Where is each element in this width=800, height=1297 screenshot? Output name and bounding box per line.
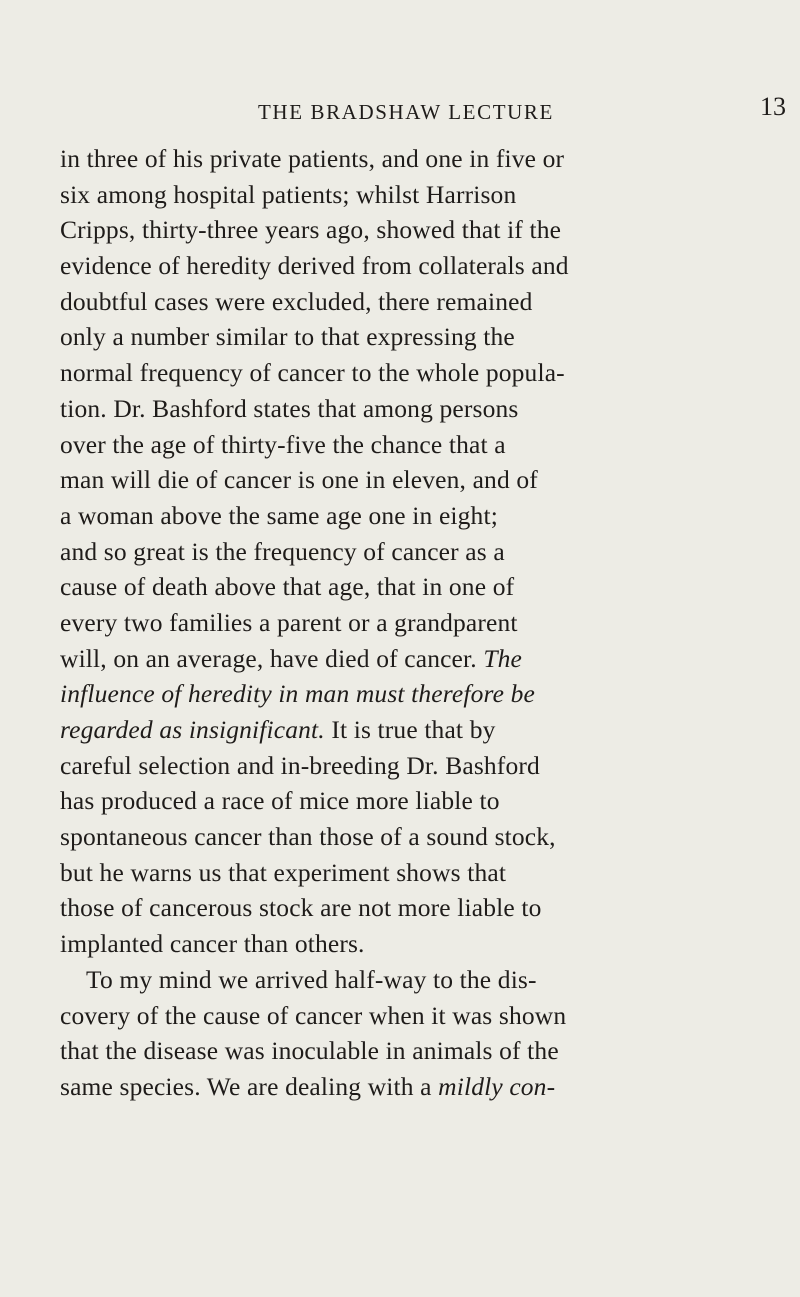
text-line: Cripps, thirty-three years ago, showed that if the — [60, 215, 562, 245]
italic-text: The — [483, 643, 523, 673]
text-line: regarded as insignificant. It is true that by — [60, 715, 496, 744]
text-line: spontaneous cancer than those of a sound stock, — [60, 822, 556, 852]
text-line: will, on an average, have died of cancer. The — [60, 643, 523, 673]
text-line: same species. We are dealing with a mildly con- — [60, 1071, 556, 1101]
paragraph-start-line: To my mind we arrived half-way to the dis- — [86, 964, 537, 994]
text-line: those of cancerous stock are not more liable to — [60, 893, 542, 923]
text-line: normal frequency of cancer to the whole popula- — [60, 358, 565, 388]
text-line: six among hospital patients; whilst Harrison — [60, 179, 517, 209]
text-line: covery of the cause of cancer when it was shown — [60, 1000, 567, 1030]
italic-text: regarded as insignificant. — [60, 715, 325, 744]
text-line: over the age of thirty-five the chance that a — [60, 429, 506, 459]
text-line: careful selection and in-breeding Dr. Bashford — [60, 750, 540, 780]
text-line: every two families a parent or a grandparent — [60, 607, 518, 637]
italic-text: mildly con- — [438, 1071, 556, 1101]
text-line: evidence of heredity derived from collaterals and — [60, 251, 569, 281]
text-line: a woman above the same age one in eight; — [60, 500, 498, 530]
text-line: has produced a race of mice more liable to — [60, 786, 500, 816]
text-line: man will die of cancer is one in eleven, and of — [60, 465, 538, 495]
text-line: and so great is the frequency of cancer as a — [60, 536, 505, 566]
text-line: only a number similar to that expressing the — [60, 322, 515, 352]
body-text — [60, 141, 800, 1105]
text-line: in three of his private patients, and one in five or — [60, 144, 565, 173]
text-line: but he warns us that experiment shows that — [60, 857, 507, 887]
text-line: doubtful cases were excluded, there remained — [60, 286, 533, 316]
text-line: implanted cancer than others. — [60, 929, 365, 959]
text-line: tion. Dr. Bashford states that among persons — [60, 393, 519, 423]
running-header — [0, 92, 800, 134]
running-title: THE BRADSHAW LECTURE — [258, 100, 554, 124]
text-line: that the disease was inoculable in animals of the — [60, 1036, 559, 1066]
text-line: cause of death above that age, that in one of — [60, 572, 515, 602]
text-line-italic: influence of heredity in man must therefore be — [60, 679, 535, 709]
page-number: 13 — [760, 92, 786, 121]
